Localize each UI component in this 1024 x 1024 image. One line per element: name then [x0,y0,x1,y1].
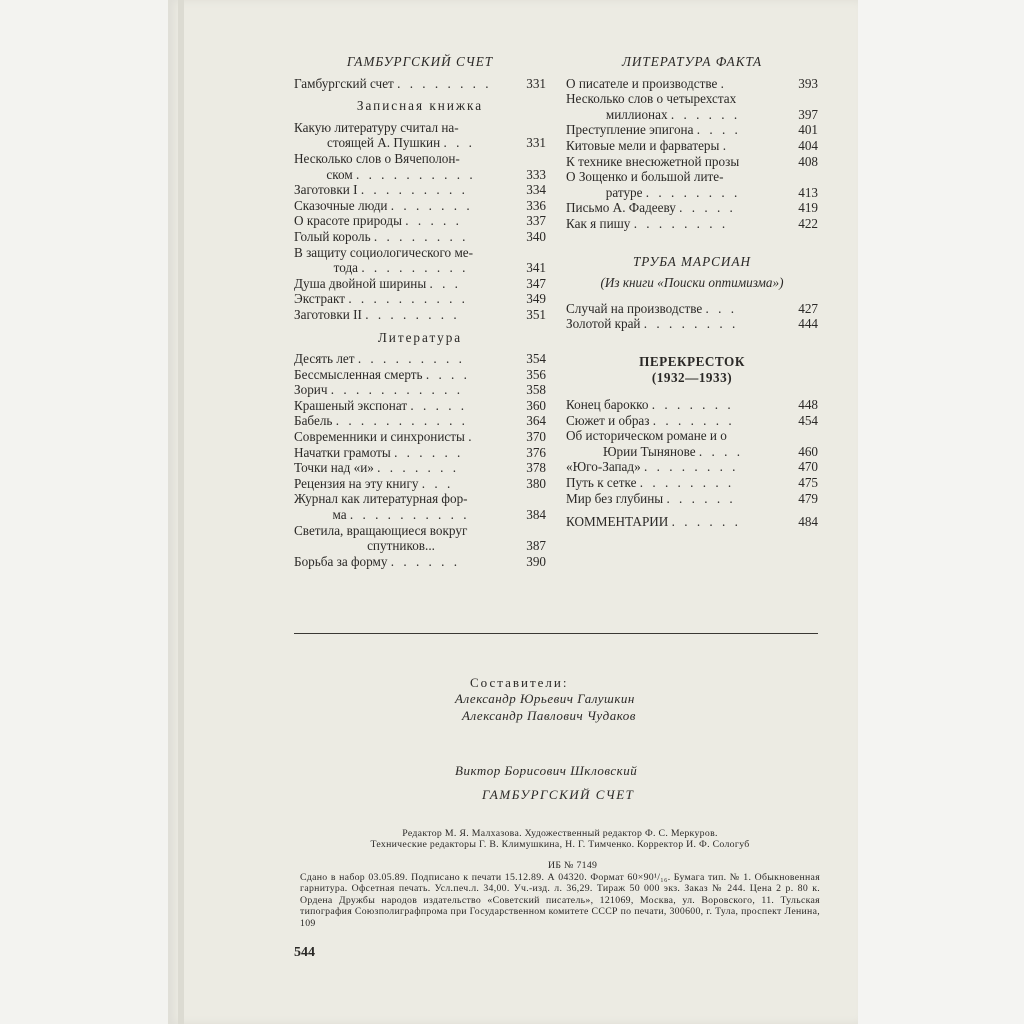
toc-entry-title-line2 [566,444,780,460]
toc-entry [566,138,818,154]
toc-entry-title: Начатки грамоты [294,444,391,460]
spacer [566,332,818,354]
toc-page-number: 397 [798,106,818,122]
toc-entry [294,523,546,554]
toc-entry [294,367,546,383]
toc-entry-title: О писателе и производстве [566,75,718,91]
toc-entry-title: Десять лет [294,351,355,367]
toc-entry [566,91,818,122]
toc-entry [294,429,546,445]
subsection-title: Литература [377,329,463,345]
toc-leader-dots: . . . . . . . . . [361,260,469,276]
toc-leader-dots: . . . . . . . [390,197,473,213]
toc-entry-title: тода [333,260,359,276]
toc-entry-title: Крашеный экспонат [294,397,408,413]
toc-entry [294,398,546,414]
toc-entry-title-line2 [566,185,780,201]
toc-page-number: 448 [798,397,818,413]
compiler-name: Александр Юрьевич Галушкин [455,691,635,706]
toc-entry-title: Письмо А. Фадееву [566,200,676,216]
toc-group-3 [294,351,546,569]
toc-entry-title-line1: О Зощенко и большой лите- [566,169,724,185]
toc-entry [566,169,818,200]
toc-entry-title: КОММЕНТАРИИ [566,514,669,530]
toc-page-number: 334 [526,182,546,198]
toc-entry-title: Сказочные люди [294,197,388,213]
toc-page-number: 484 [798,514,818,530]
toc-entry [294,413,546,429]
toc-leader-dots: . [468,429,475,445]
toc-page-number: 384 [526,507,546,523]
toc-left-column [294,54,546,569]
toc-leader-dots: . . . [443,135,475,151]
toc-entry [294,351,546,367]
toc-entry-title-line1: Об историческом романе и о [566,428,727,444]
toc-entry [566,200,818,216]
section-title: ПЕРЕКРЕСТОК [639,353,745,369]
toc-entry-title-line2 [294,260,508,276]
toc-page-number: 444 [798,316,818,332]
toc-entry-title: Сюжет и образ [566,412,650,428]
toc-page-number: 380 [526,475,546,491]
toc-entry [294,382,546,398]
author-name: Виктор Борисович Шкловский [455,763,638,778]
toc-leader-dots: . . . . . . [666,490,736,506]
section-title: ЛИТЕРАТУРА ФАКТА [621,54,763,69]
toc-entry [566,397,818,413]
toc-entry [294,182,546,198]
toc-entry-title-line2 [294,538,508,554]
toc-leader-dots: . . . . . . . . . . [349,507,470,523]
toc-leader-dots: . . . . [696,122,741,138]
subsection-title: Записная книжка [356,98,484,114]
toc-leader-dots: . . . . . . . . [365,306,460,322]
toc-leader-dots: . . . . . . . . [373,228,469,244]
toc-entry-title: Китовые мели и фарватеры [566,137,720,153]
page-number: 544 [294,945,315,960]
toc-page-number: 401 [798,122,818,138]
toc-page-number: 419 [798,200,818,216]
toc-group-3 [566,397,818,506]
toc-entry-title: Мир без глубины [566,490,664,506]
toc-entry [566,459,818,475]
toc-page-number: 331 [526,135,546,151]
toc-page-number: 460 [798,443,818,459]
toc-right-column [566,54,818,530]
toc-entry-title: Экстракт [294,291,346,307]
toc-page-number: 404 [798,137,818,153]
toc-page-number: 378 [526,460,546,476]
toc-page-number: 364 [526,413,546,429]
toc-page-number: 376 [526,444,546,460]
toc-entry [294,213,546,229]
toc-leader-dots: . . . . . . . . [397,75,492,91]
toc-entry-title-line2 [294,167,508,183]
toc-entry-title: К технике внесюжетной прозы [566,153,740,169]
toc-entry-title-line1: Несколько слов о Вячеполон- [294,150,460,166]
toc-entry [566,491,818,507]
toc-page-number: 370 [526,429,546,445]
toc-leader-dots: . . . . . . . . [639,475,735,491]
toc-page-number: 360 [526,397,546,413]
toc-leader-dots: . . . . . [405,213,462,229]
toc-entry [566,475,818,491]
toc-entry-title: Душа двойной ширины [294,275,427,291]
section-title: ГАМБУРГСКИЙ СЧЕТ [346,54,494,69]
toc-entry-title: ма [332,507,347,523]
toc-page-number: 479 [798,490,818,506]
toc-entry [294,476,546,492]
toc-page-number: 341 [526,260,546,276]
toc-entry [294,151,546,182]
toc-page-number: 351 [526,306,546,322]
toc-entry-title-line1: Несколько слов о четырехстах [566,91,737,107]
section-note: (Из книги «Поиски оптимизма») [600,275,784,291]
toc-page-number: 413 [798,184,818,200]
section-years: (1932—1933) [651,369,733,385]
spacer [566,232,818,254]
toc-leader-dots: . [720,75,727,91]
toc-leader-dots: . . . . . . [670,106,741,122]
toc-page-number: 337 [526,213,546,229]
toc-leader-dots: . . . . . . [671,514,741,530]
toc-entry-title: «Юго-Запад» [566,459,641,475]
toc-page-number: 354 [526,351,546,367]
toc-page-number: 454 [798,412,818,428]
toc-leader-dots: . . . . . . . . . [357,351,465,367]
toc-entry-title: спутников... [367,538,435,554]
toc-entry [566,76,818,92]
toc-leader-dots: . . . . . . . . . . [348,291,468,307]
toc-page-number: 331 [526,75,546,91]
spacer [566,506,818,514]
toc-leader-dots: . . . . . . . . . . [355,166,476,182]
toc-group-2 [566,301,818,332]
book-title: ГАМБУРГСКИЙ СЧЕТ [482,787,635,802]
toc-leader-dots: . . . . . . . . [645,184,741,200]
toc-page-number: 408 [798,153,818,169]
toc-entry-title-line2 [294,135,508,151]
toc-leader-dots: . . . . . . . . [643,316,739,332]
toc-entry-title: Юрии Тынянове [603,443,696,459]
toc-entry-commentary [566,514,818,530]
toc-entry-title-line2 [566,107,780,123]
toc-entry-title: Как я пишу [566,215,631,231]
imprint-tech-editors: Технические редакторы Г. В. Климушкина, Н. Г. Тимченко. Корректор И. Ф. Сологуб [370,839,750,850]
toc-page-number: 349 [526,291,546,307]
toc-leader-dots: . . . . [698,443,743,459]
toc-page-number: 470 [798,459,818,475]
toc-page-number: 358 [526,382,546,398]
toc-entry [566,413,818,429]
toc-entry-title: Бабель [294,413,333,429]
toc-entry [566,428,818,459]
toc-entry-title: ратуре [605,184,643,200]
toc-group-2 [294,120,546,323]
imprint-publishing-info: Сдано в набор 03.05.89. Подписано к печати 15.12.89. А 04320. Формат 60×90¹/₁₆. Бумага тип. № 1. Обыкновенная гарнитура. Офсетная печать. Усл.печ.л. 34,00. Уч.-изд. л. 36,29. Тираж 50 000 экз. Заказ № 244. Цена 2 р. 80 к. Ордена Дружбы народов издательство «Советский писатель», 121069, Москва, ул. Воровского, 11. Тульская типография Союзполиграфпрома при Государственном комитете СССР по печати, 300600, г. Тула, проспект Ленина, 109 [300,872,820,929]
toc-leader-dots: . . . . . [410,397,468,413]
background-left [0,0,168,1024]
toc-leader-dots: . . . . . . . . . . . [335,413,468,429]
toc-entry-title: Заготовки I [294,182,358,198]
toc-page-number: 347 [526,275,546,291]
toc-leader-dots: . [722,137,729,153]
imprint-editors: Редактор М. Я. Малхазова. Художественный редактор Ф. С. Меркуров. [402,828,718,839]
toc-entry-title: О красоте природы [294,213,402,229]
toc-group-1 [566,76,818,232]
toc-leader-dots: . . . [429,275,461,291]
toc-leader-dots: . . . . . . . . . . . [330,382,464,398]
toc-entry [294,76,546,92]
background-right [858,0,1024,1024]
toc-entry [294,460,546,476]
toc-entry-title: миллионах [605,106,668,122]
toc-entry [294,120,546,151]
toc-entry-title: Современники и синхронисты [294,429,465,445]
toc-entry-title: Точки над «и» [294,460,374,476]
toc-entry-title: Золотой край [566,316,641,332]
toc-entry [566,122,818,138]
toc-leader-dots: . . . [705,300,737,316]
imprint-ib-number: ИБ № 7149 [548,860,598,871]
toc-entry-title: Зорич [294,382,328,398]
toc-entry-title: Преступление эпигона [566,122,694,138]
toc-page-number: 387 [526,538,546,554]
toc-leader-dots: . . . . . . . [652,412,735,428]
toc-leader-dots: . . . . . . [390,553,461,569]
toc-page-number: 336 [526,197,546,213]
compilers-label: Составители: [470,675,569,690]
toc-entry [294,229,546,245]
toc-entry-title-line1: Светила, вращающиеся вокруг [294,522,468,538]
toc-entry [566,316,818,332]
toc-page-number: 475 [798,475,818,491]
toc-page-number: 340 [526,228,546,244]
toc-entry [294,554,546,570]
toc-page-number: 356 [526,366,546,382]
toc-entry [294,291,546,307]
toc-leader-dots: . . . . . . . [651,397,734,413]
section-title: ТРУБА МАРСИАН [632,253,752,269]
toc-entry [566,216,818,232]
compiler-name: Александр Павлович Чудаков [462,708,636,723]
toc-leader-dots: . . . . . . [394,444,464,460]
toc-entry-title: Случай на производстве [566,300,703,316]
toc-leader-dots: . . . . . . . [377,460,460,476]
toc-entry-title: Борьба за форму [294,553,388,569]
toc-page-number: 393 [798,75,818,91]
toc-entry [294,276,546,292]
toc-entry-title: Конец барокко [566,397,649,413]
toc-page-number: 427 [798,300,818,316]
toc-entry-title-line1: Журнал как литературная фор- [294,491,468,507]
toc-page-number: 422 [798,215,818,231]
horizontal-rule [294,633,818,634]
toc-entry [566,154,818,170]
toc-entry-title: Рецензия на эту книгу [294,475,419,491]
toc-group-1 [294,76,546,92]
toc-entry [294,198,546,214]
toc-entry-title: Голый король [294,228,371,244]
toc-entry-title: Заготовки II [294,306,362,322]
toc-leader-dots: . . . . . . . . [644,459,739,475]
toc-entry-title: ском [326,166,353,182]
page-edge [178,0,184,1024]
toc-entry [566,301,818,317]
toc-leader-dots: . . . . . . . . [633,215,729,231]
toc-entry-title-line2 [294,507,508,523]
toc-entry-title: Бессмысленная смерть [294,366,423,382]
toc-entry [294,307,546,323]
toc-entry-title-line1: Какую литературу считал на- [294,119,459,135]
toc-entry-title-line1: В защиту социологического ме- [294,244,474,260]
toc-entry-title: Путь к сетке [566,475,637,491]
toc-leader-dots: . . . . [425,366,470,382]
toc-page-number: 390 [526,553,546,569]
toc-entry-title: Гамбургский счет [294,75,394,91]
toc-page-number: 333 [526,166,546,182]
toc-entry-title: стоящей А. Пушкин [327,135,441,151]
toc-entry [294,491,546,522]
toc-entry [294,445,546,461]
toc-entry [294,245,546,276]
toc-leader-dots: . . . . . [679,200,736,216]
toc-leader-dots: . . . [421,475,454,491]
toc-leader-dots: . . . . . . . . . [360,182,468,198]
